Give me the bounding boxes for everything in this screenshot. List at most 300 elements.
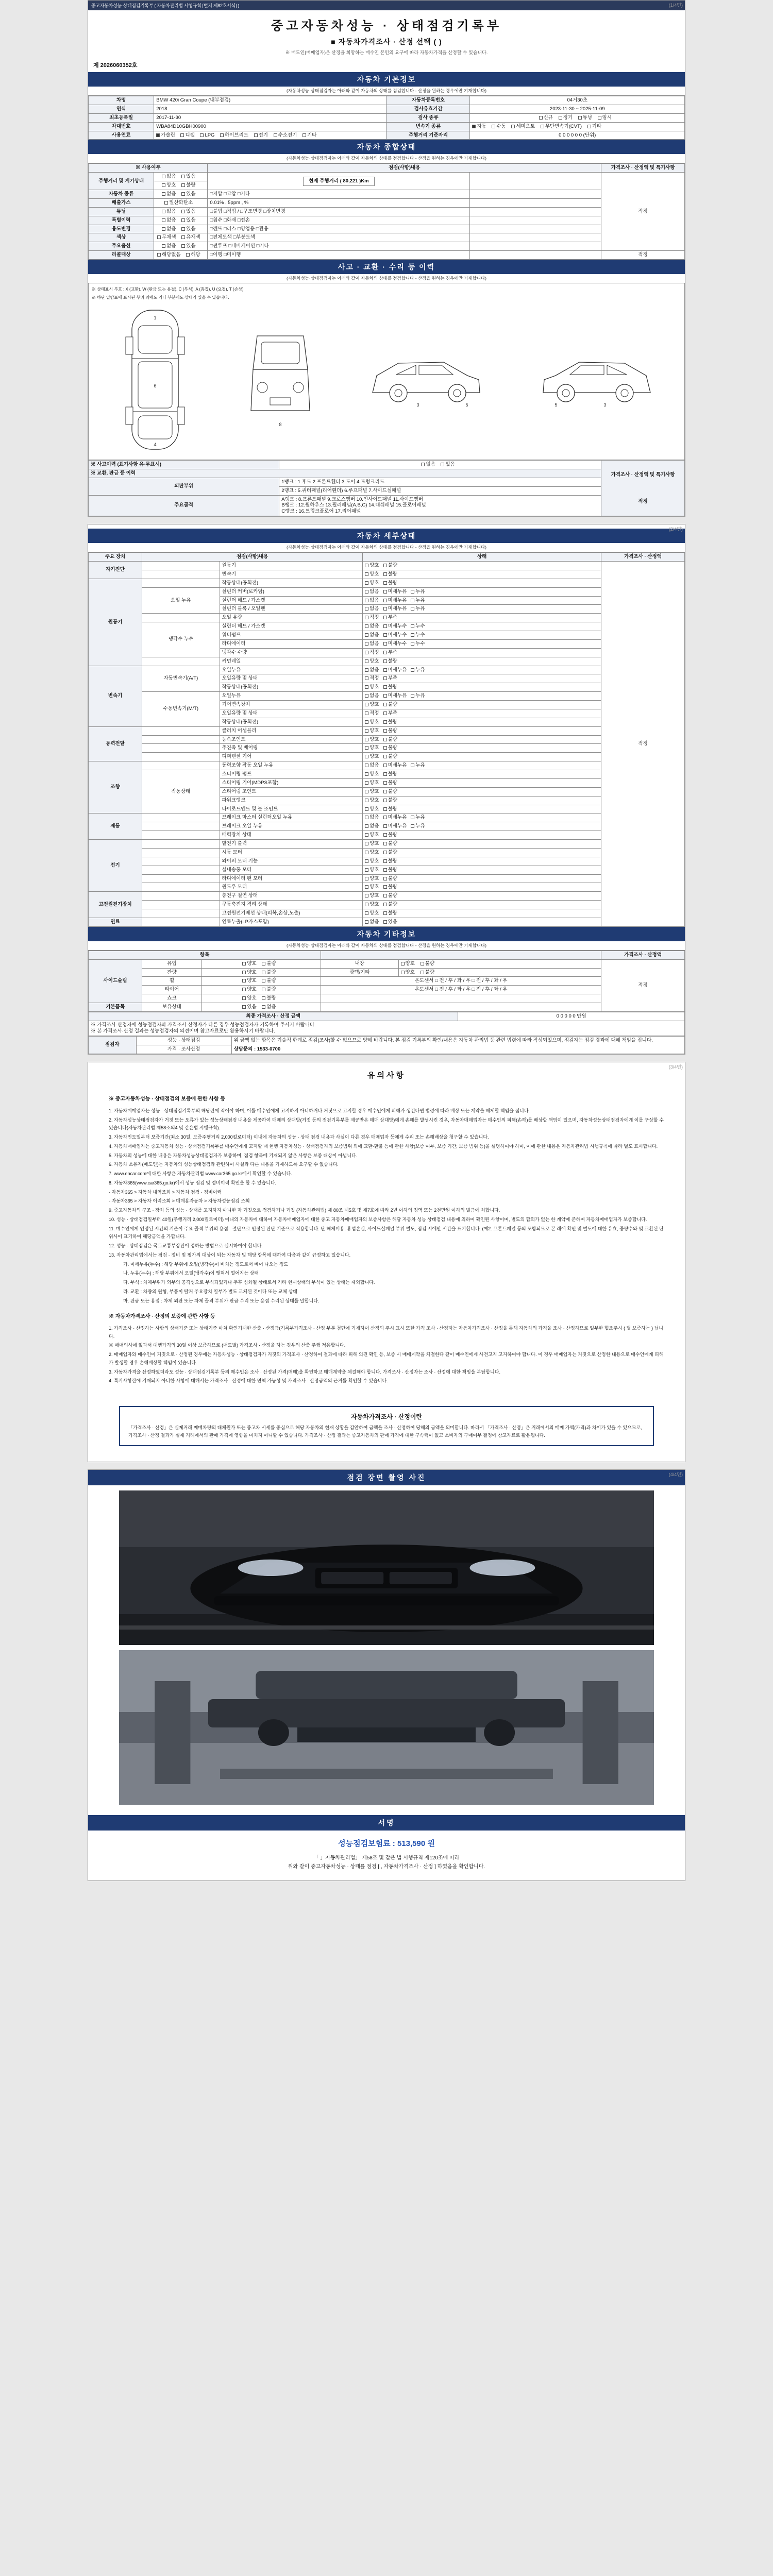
detail-checkbox-0[interactable]: 양호: [365, 737, 379, 743]
overall-price: 적정: [601, 173, 685, 251]
detail-checkbox-2[interactable]: 누유: [411, 823, 425, 829]
section-other-title: 자동차 기타정보: [88, 927, 685, 941]
detail-checkbox-0[interactable]: 적정: [365, 615, 379, 621]
detail-checkbox-1[interactable]: 불량: [383, 910, 397, 917]
inspect-opt-2[interactable]: 튜닝: [578, 115, 592, 121]
basic-label-2: 최초등록일: [89, 113, 154, 122]
detail-checkbox-0[interactable]: 양호: [365, 702, 379, 708]
detail-table-body: [89, 562, 685, 927]
detail-checkbox-0[interactable]: 양호: [365, 806, 379, 812]
other-cb-3b[interactable]: 불량: [262, 987, 276, 993]
page-corner-tag-4: (4/4면): [668, 1471, 683, 1477]
overall-cb-7a[interactable]: 없음: [162, 243, 176, 249]
detail-checkbox-1[interactable]: 불량: [383, 876, 397, 882]
detail-checkbox-1[interactable]: 부족: [383, 615, 397, 621]
table-row: [89, 469, 685, 478]
other-cb-3a[interactable]: 양호: [242, 987, 256, 993]
overall-cb-2a[interactable]: 일산화탄소: [164, 200, 193, 206]
section-detail-title: 자동차 세부상태: [88, 529, 685, 543]
other-cb-0d[interactable]: 불량: [421, 961, 434, 967]
detail-checkbox-1[interactable]: 불량: [383, 745, 397, 751]
detail-sub-label: 자동변속기(A/T): [142, 666, 220, 692]
notice-paragraph-3: 3. 자동차가격을 산정하였더라도 성능 · 상태점검기록부 등의 매수인은 조사 · 산정된 가격(매매)을 확인하고 매매계약을 체결해야 합니다. 가격조사 · 산정자는 조사 · 산정에 대한 책임을 부담합니다.: [109, 1369, 500, 1375]
detail-checkbox-2[interactable]: 누유: [411, 693, 425, 699]
overall-opt-3: [154, 207, 208, 216]
detail-checkbox-1[interactable]: 불량: [383, 884, 397, 890]
detail-item-label: 디퍼렌셜 기어: [220, 753, 363, 761]
section-accident-note: (자동차성능·상태점검자는 아래와 같이 자동차의 상태를 점검합니다 - 산정을 원하는 경우에만 기재합니다): [88, 274, 685, 283]
detail-checkbox-2[interactable]: 누수: [411, 623, 425, 630]
photo-lift-graphic: [119, 1650, 654, 1805]
overall-cb-0c[interactable]: 양호: [162, 182, 176, 189]
diagram-legend-1: ※ 하단 일람표에 표시된 부위 외에도 기타 부분에도 상태가 있을 수 있습니다.: [92, 295, 229, 300]
overall-opt-4: [154, 216, 208, 225]
detail-sub-label: [142, 614, 220, 622]
overall-cb-6a[interactable]: 무채색: [157, 234, 176, 241]
detail-state-table: [88, 552, 685, 927]
table-row: [89, 968, 685, 977]
detail-checkbox-0[interactable]: 양호: [365, 789, 379, 795]
final-price-label: 최종 가격조사 · 산정 금액: [89, 1012, 458, 1021]
page-2: [88, 524, 685, 1055]
detail-checkbox-1[interactable]: 부족: [383, 650, 397, 656]
detail-group-label: 원동기: [89, 579, 142, 666]
fuel-opt-2[interactable]: LPG: [200, 132, 214, 139]
detail-checkbox-1[interactable]: 불량: [383, 789, 397, 795]
overall-cb-5b[interactable]: 있음: [181, 226, 195, 232]
detail-checkbox-0[interactable]: 양호: [365, 780, 379, 786]
svg-text:6: 6: [154, 383, 157, 388]
overall-cb-1b[interactable]: 있음: [181, 191, 195, 197]
detail-checkbox-1[interactable]: 있음: [383, 919, 397, 925]
detail-checkbox-1[interactable]: 미세누유: [383, 823, 407, 829]
detail-checkbox-0[interactable]: 없음: [365, 641, 379, 647]
detail-checkbox-2[interactable]: 누유: [411, 815, 425, 821]
detail-checkbox-1[interactable]: 불량: [383, 702, 397, 708]
other-cb-2b[interactable]: 불량: [262, 978, 276, 984]
detail-checkbox-1[interactable]: 미세누유: [383, 598, 407, 604]
other-item2-4: [321, 994, 601, 1003]
other-cb-2a[interactable]: 양호: [242, 978, 256, 984]
accident-history-table: [88, 460, 685, 516]
detail-checkbox-0[interactable]: 양호: [365, 684, 379, 690]
other-cb-1b[interactable]: 불량: [262, 970, 276, 976]
detail-checkbox-2[interactable]: 누유: [411, 606, 425, 612]
detail-checkbox-0[interactable]: 양호: [365, 876, 379, 882]
inspect-opt-3[interactable]: 임시: [598, 115, 612, 121]
fuel-opt-3[interactable]: 하이브리드: [220, 132, 248, 139]
detail-sub-label: [142, 840, 220, 849]
detail-checkbox-1[interactable]: 불량: [383, 867, 397, 873]
detail-checkbox-0[interactable]: 없음: [365, 693, 379, 699]
fuel-opt-5[interactable]: 수소전기: [274, 132, 297, 139]
detail-checkbox-2[interactable]: 누유: [411, 598, 425, 604]
overall-head-3: 가격조사 · 산정액 및 특기사항: [601, 164, 685, 173]
other-cb-0a[interactable]: 양호: [242, 961, 256, 967]
detail-checkbox-1[interactable]: 미세누수: [383, 641, 407, 647]
detail-group-label: 동력전달: [89, 726, 142, 761]
table-row: [89, 883, 685, 892]
svg-text:1: 1: [154, 315, 157, 320]
accident-price-label: 가격조사 · 산정액 및 특기사항: [611, 471, 675, 478]
detail-checkbox-2[interactable]: 누유: [411, 762, 425, 769]
detail-state-options: [363, 805, 601, 814]
other-cb-5a[interactable]: 있음: [242, 1004, 256, 1010]
accident-diagram-area: [88, 283, 685, 460]
section-overall-title: 자동차 종합상태: [88, 140, 685, 154]
signer-table: [88, 1036, 685, 1055]
detail-checkbox-0[interactable]: 양호: [365, 867, 379, 873]
notice-paragraph-9: - 자동차365 > 자동차 이력조회 > 매매용자동차 > 자동차성능점검 조회: [109, 1198, 250, 1204]
overall-cb-7b[interactable]: 있음: [181, 243, 195, 249]
inspect-opt-0[interactable]: 신규: [539, 115, 553, 121]
frame-rank-a: A랭크 : 8.프론트패널 9.크로스멤버 10.인사이드패널 11.사이드멤버: [281, 496, 424, 502]
detail-state-options: [363, 866, 601, 874]
detail-checkbox-0[interactable]: 양호: [365, 841, 379, 847]
detail-checkbox-1[interactable]: 미세누유: [383, 693, 407, 699]
overall-cb-3b[interactable]: 있음: [181, 209, 195, 215]
svg-text:5: 5: [554, 402, 558, 408]
detail-item-label: 실내송풍 모터: [220, 866, 363, 874]
detail-checkbox-0[interactable]: 양호: [365, 658, 379, 665]
overall-opt-2: [154, 198, 208, 207]
detail-checkbox-1[interactable]: 불량: [383, 719, 397, 725]
detail-item-label: 스티어링 조인트: [220, 787, 363, 796]
detail-item-label: 오일누유: [220, 666, 363, 674]
detail-checkbox-1[interactable]: 불량: [383, 893, 397, 899]
overall-cat-6: 색상: [89, 233, 154, 242]
table-row: [89, 735, 685, 744]
other-opts-3: [201, 986, 321, 994]
detail-checkbox-0[interactable]: 없음: [365, 623, 379, 630]
overall-detail-7: □썬루프 □네비게이션 □기타: [208, 242, 470, 251]
detail-checkbox-0[interactable]: 양호: [365, 910, 379, 917]
detail-checkbox-1[interactable]: 미세누유: [383, 667, 407, 673]
basic-value-3: WBA84D10GBH00900: [154, 122, 386, 131]
phone-number: 상담문의 : 1533-0700: [233, 1046, 281, 1053]
fuel-opt-0[interactable]: 가솔린: [156, 132, 175, 139]
overall-cb-8b[interactable]: 해당: [186, 252, 200, 258]
overall-cb-8a[interactable]: 해당없음: [157, 252, 181, 258]
detail-checkbox-1[interactable]: 미세누유: [383, 815, 407, 821]
table-row: [89, 207, 685, 216]
detail-sub-label: [142, 726, 220, 735]
trans-opt-1[interactable]: 수동: [492, 124, 506, 130]
detail-item-label: 발전기 출력: [220, 840, 363, 849]
detail-checkbox-1[interactable]: 부족: [383, 710, 397, 717]
basic-label-0: 차명: [89, 96, 154, 105]
detail-checkbox-0[interactable]: 적정: [365, 650, 379, 656]
table-row: [89, 744, 685, 753]
page-3: [88, 1062, 685, 1462]
overall-cat-8: 리콜대상: [89, 251, 154, 260]
document-number: 제 2026060352호: [93, 62, 138, 69]
detail-item-label: 실린더 블록 / 오일팬: [220, 605, 363, 614]
svg-text:5: 5: [465, 402, 468, 408]
detail-checkbox-1[interactable]: 불량: [383, 728, 397, 734]
detail-sub-label: [142, 761, 220, 770]
detail-sub-label: 수동변속기(M/T): [142, 692, 220, 727]
overall-cat-7: 주요옵션: [89, 242, 154, 251]
page-1: [88, 0, 685, 517]
basic-value-0: BMW 420i Gran Coupe (내부점검): [154, 96, 386, 105]
table-row: [89, 822, 685, 831]
detail-checkbox-1[interactable]: 불량: [383, 858, 397, 865]
detail-group-label: 변속기: [89, 666, 142, 726]
detail-checkbox-1[interactable]: 불량: [383, 737, 397, 743]
page-title: 중고자동차성능 · 상태점검기록부: [271, 19, 502, 33]
svg-text:3: 3: [416, 402, 419, 408]
detail-item-label: 기어변속장치: [220, 701, 363, 709]
detail-checkbox-1[interactable]: 불량: [383, 754, 397, 760]
final-price-value: 0 0 0 0 0 만원: [458, 1012, 685, 1021]
fuel-options: [154, 131, 386, 140]
detail-item-label: 오일유량 및 상태: [220, 674, 363, 683]
table-row: [89, 225, 685, 233]
detail-checkbox-0[interactable]: 양호: [365, 884, 379, 890]
accident-history-options: [279, 461, 601, 469]
overall-opt-0: [154, 173, 208, 181]
other-cb-0c[interactable]: 양호: [401, 961, 415, 967]
basic-label2-1: 검사유효기간: [386, 105, 470, 113]
table-header-row: [89, 164, 685, 173]
detail-checkbox-1[interactable]: 불량: [383, 841, 397, 847]
basic-value2-1: 2023-11-30 ~ 2025-11-09: [470, 105, 685, 113]
detail-checkbox-1[interactable]: 미세누수: [383, 632, 407, 638]
frame-rank-c: C랭크 : 16.트렁크플로어 17.리어패널: [281, 509, 361, 515]
other-cb-0b[interactable]: 불량: [262, 961, 276, 967]
table-header-row: [89, 951, 685, 959]
detail-item-label: 윈도우 모터: [220, 883, 363, 892]
overall-opt-1: [154, 190, 208, 199]
section-basic-info-note: (자동차성능·상태점검자는 아래와 같이 자동차의 상태를 점검합니다 - 산정을 원하는 경우에만 기재합니다): [88, 87, 685, 96]
detail-checkbox-1[interactable]: 미세누유: [383, 762, 407, 769]
table-row: [89, 977, 685, 986]
detail-item-label: 클러치 어셈블리: [220, 726, 363, 735]
detail-state-options: [363, 614, 601, 622]
detail-item-label: 작동상태(공회전): [220, 683, 363, 692]
trans-opt-2[interactable]: 세미오토: [511, 124, 535, 130]
fuel-opt-1[interactable]: 디젤: [180, 132, 194, 139]
overall-cb-4b[interactable]: 있음: [181, 217, 195, 224]
notice-paragraph-8: - 자동차365 > 자동차 내역조회 > 자동차 점검 · 정비이력: [109, 1189, 222, 1195]
overall-detail-8: □이행 □미이행: [208, 251, 470, 260]
detail-state-options: [363, 570, 601, 579]
detail-checkbox-0[interactable]: 양호: [365, 728, 379, 734]
car-side-view-right-icon: [538, 344, 657, 416]
table-row: [89, 113, 685, 122]
page-corner-tag: (1/4면): [668, 3, 683, 8]
other-cb-1d[interactable]: 불량: [421, 970, 434, 976]
fuel-opt-6[interactable]: 기타: [303, 132, 316, 139]
detail-checkbox-0[interactable]: 없음: [365, 667, 379, 673]
detail-checkbox-1[interactable]: 불량: [383, 806, 397, 812]
detail-sub-label: 작동상태: [142, 770, 220, 814]
basic-label2-0: 자동차등록번호: [386, 96, 470, 105]
other-cb-1c[interactable]: 양호: [401, 970, 415, 976]
overall-cb-4a[interactable]: 없음: [162, 217, 176, 224]
section-accident-title: 사고 · 교환 · 수리 등 이력: [88, 260, 685, 274]
overall-detail-6: □전체도색 □부분도색: [208, 233, 470, 242]
other-cb-4a[interactable]: 양호: [242, 995, 256, 1002]
table-row: [89, 761, 685, 770]
detail-checkbox-0[interactable]: 양호: [365, 754, 379, 760]
detail-checkbox-0[interactable]: 없음: [365, 598, 379, 604]
detail-head-0: 주요 장치: [89, 553, 142, 562]
detail-checkbox-2[interactable]: 누유: [411, 667, 425, 673]
table-row: [89, 901, 685, 909]
detail-checkbox-0[interactable]: 양호: [365, 719, 379, 725]
detail-checkbox-1[interactable]: 불량: [383, 571, 397, 578]
other-item2-1: 광택/기타: [321, 968, 398, 977]
detail-checkbox-0[interactable]: 양호: [365, 580, 379, 586]
other-cb-4b[interactable]: 불량: [262, 995, 276, 1002]
detail-checkbox-0[interactable]: 없음: [365, 762, 379, 769]
detail-sub-label: [142, 874, 220, 883]
detail-checkbox-0[interactable]: 없음: [365, 815, 379, 821]
detail-checkbox-1[interactable]: 미세누유: [383, 606, 407, 612]
table-row: [89, 848, 685, 857]
detail-checkbox-0[interactable]: 없음: [365, 589, 379, 595]
detail-state-options: [363, 622, 601, 631]
detail-checkbox-0[interactable]: 양호: [365, 771, 379, 777]
detail-checkbox-0[interactable]: 양호: [365, 571, 379, 578]
table-row: [89, 587, 685, 596]
other-group-basic: 기본품목: [89, 1003, 142, 1012]
frame-label: 주요골격: [89, 495, 279, 516]
detail-checkbox-0[interactable]: 없음: [365, 606, 379, 612]
accident-opt-yes[interactable]: 있음: [441, 462, 455, 468]
detail-sub-label: [142, 918, 220, 926]
other-head-2: 가격조사 · 산정액: [601, 951, 685, 959]
notice-paragraph-2: 다. 부식 : 차체부위가 외부의 공격성으로 부식되었거나 추후 심화될 상태로서 기타 현재상태의 부식이 있는 상태는 제외합니다.: [123, 1280, 375, 1285]
table-row: [89, 831, 685, 840]
fuel-opt-4[interactable]: 전기: [254, 132, 268, 139]
other-item-4: 쇼크: [142, 994, 202, 1003]
detail-checkbox-0[interactable]: 없음: [365, 632, 379, 638]
detail-checkbox-1[interactable]: 불량: [383, 780, 397, 786]
table-row: [89, 495, 685, 516]
detail-sub-label: [142, 753, 220, 761]
overall-detail-3: □불법 □적법 / □구조변경 □장치변경: [208, 207, 470, 216]
accident-opt-none[interactable]: 없음: [421, 462, 435, 468]
detail-item-label: 오일누유: [220, 692, 363, 701]
detail-state-options: [363, 674, 601, 683]
detail-checkbox-1[interactable]: 불량: [383, 563, 397, 569]
trans-opt-3[interactable]: 무단변속기(CVT): [541, 124, 582, 130]
detail-state-options: [363, 701, 601, 709]
overall-cb-3a[interactable]: 없음: [162, 209, 176, 215]
notice-item-list: [109, 1107, 664, 1260]
detail-checkbox-0[interactable]: 양호: [365, 832, 379, 838]
trans-opt-0[interactable]: 자동: [472, 124, 486, 130]
final-note-2: ※ 본 가격조사·산정 결과는 성능점검자의 의견이며 참고자료로만 활용하시기 바랍니다.: [91, 1028, 275, 1034]
detail-checkbox-0[interactable]: 양호: [365, 893, 379, 899]
detail-group-label: 자기진단: [89, 562, 142, 579]
notice-paragraph-14: 13. 자동차관리법에서는 점검 · 정비 및 평가의 대상이 되는 자동차 및 해당 항목에 대하여 다음과 같이 규정하고 있습니다.: [109, 1252, 351, 1258]
detail-checkbox-1[interactable]: 불량: [383, 850, 397, 856]
other-item-5: 보유상태: [142, 1003, 202, 1012]
table-row: [89, 1012, 685, 1021]
detail-checkbox-1[interactable]: 불량: [383, 902, 397, 908]
detail-checkbox-1[interactable]: 미세누수: [383, 623, 407, 630]
repair-history-label: ※ 교환, 판금 등 이력: [89, 469, 601, 478]
other-info-table: [88, 951, 685, 1012]
overall-extra-7: [470, 242, 601, 251]
notice-title: 유의사항: [367, 1071, 406, 1080]
trans-opt-4[interactable]: 기타: [587, 124, 601, 130]
detail-checkbox-1[interactable]: 불량: [383, 684, 397, 690]
inspect-opt-1[interactable]: 정기: [559, 115, 573, 121]
photo-front-graphic: [119, 1490, 654, 1645]
overall-cb-5a[interactable]: 없음: [162, 226, 176, 232]
footer-legal-note: [88, 1852, 685, 1880]
car-diagrams: [92, 303, 681, 456]
detail-checkbox-1[interactable]: 불량: [383, 580, 397, 586]
overall-cat-5: 용도변경: [89, 225, 154, 233]
detail-checkbox-0[interactable]: 양호: [365, 563, 379, 569]
detail-checkbox-0[interactable]: 적정: [365, 710, 379, 717]
table-row: [89, 131, 685, 140]
detail-checkbox-0[interactable]: 양호: [365, 850, 379, 856]
other-price-value: 적정: [601, 959, 685, 1011]
overall-cat-4: 특별이력: [89, 216, 154, 225]
detail-checkbox-0[interactable]: 없음: [365, 919, 379, 925]
detail-checkbox-0[interactable]: 양호: [365, 745, 379, 751]
detail-checkbox-1[interactable]: 미세누유: [383, 589, 407, 595]
overall-extra-8: [470, 251, 601, 260]
detail-state-options: [363, 709, 601, 718]
detail-state-options: [363, 874, 601, 883]
detail-checkbox-1[interactable]: 불량: [383, 832, 397, 838]
overall-cb-0d[interactable]: 불량: [181, 182, 195, 189]
detail-state-options: [363, 822, 601, 831]
detail-checkbox-1[interactable]: 부족: [383, 675, 397, 682]
notice-price-item-list: [109, 1325, 664, 1385]
detail-checkbox-2[interactable]: 누수: [411, 641, 425, 647]
other-cb-5b[interactable]: 없음: [262, 1004, 276, 1010]
detail-checkbox-0[interactable]: 양호: [365, 798, 379, 804]
detail-checkbox-1[interactable]: 불량: [383, 658, 397, 665]
overall-cb-1a[interactable]: 없음: [162, 191, 176, 197]
other-cb-1a[interactable]: 양호: [242, 970, 256, 976]
overall-extra-6: [470, 233, 601, 242]
detail-checkbox-2[interactable]: 누유: [411, 589, 425, 595]
overall-cb-6b[interactable]: 유채색: [181, 234, 200, 241]
table-row: [89, 1021, 685, 1036]
document-subtitle-note: ※ 매도인(매매업자)은 산정을 희망하는 매수인 본인의 요구에 따라 자동차가격을 산정할 수 있습니다.: [285, 50, 488, 55]
detail-checkbox-1[interactable]: 불량: [383, 771, 397, 777]
detail-checkbox-0[interactable]: 양호: [365, 858, 379, 865]
insurance-fee-line: [88, 1831, 685, 1852]
detail-checkbox-2[interactable]: 누수: [411, 632, 425, 638]
notice-paragraph-5: 6. 자동차 소유자(매도인)는 자동차의 성능상태점검과 관련하여 사실과 다른 내용을 기재하도록 요구할 수 없습니다.: [109, 1162, 339, 1167]
other-opts2-1: [398, 968, 601, 977]
table-row: [89, 866, 685, 874]
detail-checkbox-0[interactable]: 양호: [365, 902, 379, 908]
table-row: [89, 692, 685, 701]
table-row: [89, 173, 685, 181]
detail-sub-label: [142, 562, 220, 570]
detail-checkbox-0[interactable]: 없음: [365, 823, 379, 829]
detail-checkbox-0[interactable]: 적정: [365, 675, 379, 682]
detail-state-options: [363, 892, 601, 901]
detail-checkbox-1[interactable]: 불량: [383, 798, 397, 804]
detail-state-options: [363, 909, 601, 918]
overall-cb-0b[interactable]: 있음: [181, 174, 195, 180]
overall-cb-0a[interactable]: 없음: [162, 174, 176, 180]
overall-extra-3: [470, 207, 601, 216]
